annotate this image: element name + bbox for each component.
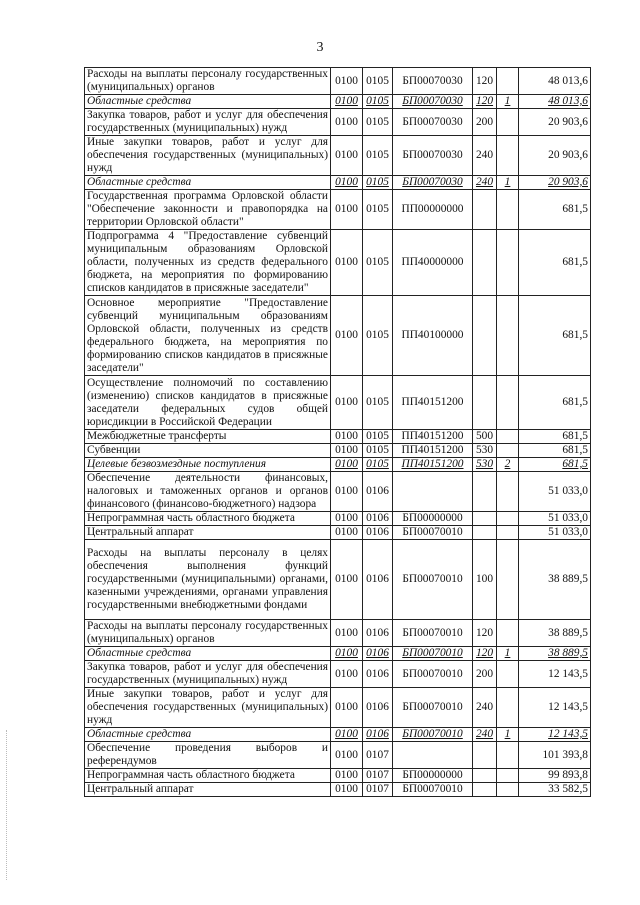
section-cell: 0100 — [331, 688, 363, 728]
section-cell: 0100 — [331, 376, 363, 430]
table-row — [85, 176, 591, 190]
row-name-cell: Закупка товаров, работ и услуг для обеспечения государственных (муниципальных) нужд — [85, 109, 331, 136]
target-code-cell: БП00070010 — [393, 688, 473, 728]
expense-type-cell: 240 — [473, 176, 497, 190]
section-cell: 0100 — [331, 95, 363, 109]
section-cell: 0100 — [331, 661, 363, 688]
row-name-cell: Центральный аппарат — [85, 526, 331, 540]
subsection-cell: 0107 — [363, 742, 393, 769]
subsection-cell: 0106 — [363, 620, 393, 647]
target-code-cell: ПП40100000 — [393, 296, 473, 376]
table-row — [85, 190, 591, 230]
target-code-cell: ПП40000000 — [393, 230, 473, 296]
target-code-cell: БП00070010 — [393, 647, 473, 661]
page-number: 3 — [316, 40, 324, 55]
table-row — [85, 688, 591, 728]
expense-type-cell: 120 — [473, 647, 497, 661]
table-row — [85, 230, 591, 296]
amount-cell: 681,5 — [519, 444, 591, 458]
amount-cell: 20 903,6 — [519, 176, 591, 190]
amount-cell: 20 903,6 — [519, 136, 591, 176]
subsection-cell: 0105 — [363, 68, 393, 95]
subsection-cell: 0105 — [363, 376, 393, 430]
section-cell: 0100 — [331, 620, 363, 647]
table-row — [85, 136, 591, 176]
subsection-cell: 0105 — [363, 136, 393, 176]
target-code-cell: БП00070030 — [393, 68, 473, 95]
amount-cell: 38 889,5 — [519, 620, 591, 647]
expense-type-cell — [473, 190, 497, 230]
target-code-cell: БП00070030 — [393, 176, 473, 190]
funding-source-cell — [497, 230, 519, 296]
section-cell: 0100 — [331, 136, 363, 176]
target-code-cell — [393, 742, 473, 769]
row-name-cell: Основное мероприятие "Предоставление субвенций муниципальным образованиям Орловской области, полученных из средств федерального бюджета, на мероприятия по формированию списков кандидатов в присяжные заседатели" — [85, 296, 331, 376]
expense-type-cell — [473, 512, 497, 526]
funding-source-cell — [497, 512, 519, 526]
funding-source-cell — [497, 430, 519, 444]
expense-type-cell: 100 — [473, 540, 497, 620]
section-cell: 0100 — [331, 430, 363, 444]
target-code-cell: БП00070030 — [393, 95, 473, 109]
subsection-cell: 0106 — [363, 728, 393, 742]
amount-cell: 12 143,5 — [519, 661, 591, 688]
row-name-cell: Субвенции — [85, 444, 331, 458]
amount-cell: 33 582,5 — [519, 783, 591, 797]
target-code-cell: БП00000000 — [393, 769, 473, 783]
funding-source-cell — [497, 688, 519, 728]
amount-cell: 681,5 — [519, 430, 591, 444]
section-cell: 0100 — [331, 190, 363, 230]
row-name-cell: Центральный аппарат — [85, 783, 331, 797]
table-row — [85, 512, 591, 526]
expense-type-cell: 120 — [473, 95, 497, 109]
funding-source-cell: 1 — [497, 728, 519, 742]
amount-cell: 681,5 — [519, 458, 591, 472]
amount-cell: 20 903,6 — [519, 109, 591, 136]
subsection-cell: 0106 — [363, 512, 393, 526]
table-row — [85, 769, 591, 783]
expense-type-cell: 120 — [473, 68, 497, 95]
section-cell: 0100 — [331, 472, 363, 512]
target-code-cell: БП00070010 — [393, 620, 473, 647]
funding-source-cell — [497, 109, 519, 136]
table-row — [85, 95, 591, 109]
amount-cell: 51 033,0 — [519, 512, 591, 526]
amount-cell: 681,5 — [519, 190, 591, 230]
subsection-cell: 0106 — [363, 688, 393, 728]
section-cell: 0100 — [331, 230, 363, 296]
section-cell: 0100 — [331, 526, 363, 540]
target-code-cell: БП00070030 — [393, 136, 473, 176]
expense-type-cell: 500 — [473, 430, 497, 444]
expense-type-cell — [473, 742, 497, 769]
section-cell: 0100 — [331, 647, 363, 661]
funding-source-cell — [497, 136, 519, 176]
target-code-cell — [393, 472, 473, 512]
row-name-cell: Областные средства — [85, 647, 331, 661]
budget-table — [84, 67, 591, 797]
row-name-cell: Межбюджетные трансферты — [85, 430, 331, 444]
section-cell: 0100 — [331, 458, 363, 472]
amount-cell: 681,5 — [519, 376, 591, 430]
expense-type-cell — [473, 376, 497, 430]
row-name-cell: Областные средства — [85, 728, 331, 742]
section-cell: 0100 — [331, 512, 363, 526]
funding-source-cell: 1 — [497, 647, 519, 661]
target-code-cell: БП00070010 — [393, 661, 473, 688]
target-code-cell: ПП40151200 — [393, 444, 473, 458]
section-cell: 0100 — [331, 109, 363, 136]
subsection-cell: 0105 — [363, 109, 393, 136]
funding-source-cell: 1 — [497, 176, 519, 190]
section-cell: 0100 — [331, 783, 363, 797]
row-name-cell: Обеспечение деятельности финансовых, налоговых и таможенных органов и органов финансового (финансово-бюджетного) надзора — [85, 472, 331, 512]
amount-cell: 99 893,8 — [519, 769, 591, 783]
expense-type-cell — [473, 769, 497, 783]
section-cell: 0100 — [331, 176, 363, 190]
table-row — [85, 458, 591, 472]
funding-source-cell — [497, 376, 519, 430]
row-name-cell: Расходы на выплаты персоналу государственных (муниципальных) органов — [85, 620, 331, 647]
expense-type-cell — [473, 296, 497, 376]
expense-type-cell — [473, 230, 497, 296]
amount-cell: 38 889,5 — [519, 540, 591, 620]
expense-type-cell: 240 — [473, 688, 497, 728]
amount-cell: 38 889,5 — [519, 647, 591, 661]
amount-cell: 51 033,0 — [519, 526, 591, 540]
subsection-cell: 0105 — [363, 458, 393, 472]
expense-type-cell: 120 — [473, 620, 497, 647]
row-name-cell: Иные закупки товаров, работ и услуг для обеспечения государственных (муниципальных) нужд — [85, 136, 331, 176]
table-row — [85, 783, 591, 797]
funding-source-cell — [497, 190, 519, 230]
funding-source-cell — [497, 661, 519, 688]
funding-source-cell — [497, 444, 519, 458]
row-name-cell: Расходы на выплаты персоналу в целях обеспечения выполнения функций государственными (муниципальными) органами, казенными учреждениями, органами управления государственными внебюджетными фондами — [85, 540, 331, 620]
section-cell: 0100 — [331, 769, 363, 783]
target-code-cell: ПП00000000 — [393, 190, 473, 230]
section-cell: 0100 — [331, 540, 363, 620]
section-cell: 0100 — [331, 728, 363, 742]
subsection-cell: 0107 — [363, 769, 393, 783]
subsection-cell: 0107 — [363, 783, 393, 797]
table-row — [85, 620, 591, 647]
expense-type-cell — [473, 783, 497, 797]
table-row — [85, 526, 591, 540]
subsection-cell: 0106 — [363, 647, 393, 661]
amount-cell: 51 033,0 — [519, 472, 591, 512]
expense-type-cell: 200 — [473, 661, 497, 688]
section-cell: 0100 — [331, 444, 363, 458]
funding-source-cell — [497, 526, 519, 540]
row-name-cell: Непрограммная часть областного бюджета — [85, 512, 331, 526]
funding-source-cell — [497, 783, 519, 797]
table-row — [85, 540, 591, 620]
expense-type-cell: 200 — [473, 109, 497, 136]
target-code-cell: БП00070010 — [393, 526, 473, 540]
target-code-cell: БП00070010 — [393, 728, 473, 742]
funding-source-cell — [497, 620, 519, 647]
table-row — [85, 647, 591, 661]
funding-source-cell — [497, 296, 519, 376]
amount-cell: 681,5 — [519, 230, 591, 296]
table-row — [85, 109, 591, 136]
row-name-cell: Целевые безвозмездные поступления — [85, 458, 331, 472]
subsection-cell: 0105 — [363, 230, 393, 296]
target-code-cell: ПП40151200 — [393, 376, 473, 430]
subsection-cell: 0106 — [363, 472, 393, 512]
table-row — [85, 444, 591, 458]
amount-cell: 12 143,5 — [519, 688, 591, 728]
subsection-cell: 0105 — [363, 176, 393, 190]
row-name-cell: Расходы на выплаты персоналу государственных (муниципальных) органов — [85, 68, 331, 95]
funding-source-cell: 2 — [497, 458, 519, 472]
funding-source-cell — [497, 68, 519, 95]
table-row — [85, 296, 591, 376]
target-code-cell: БП00070030 — [393, 109, 473, 136]
amount-cell: 101 393,8 — [519, 742, 591, 769]
target-code-cell: БП00000000 — [393, 512, 473, 526]
subsection-cell: 0106 — [363, 661, 393, 688]
section-cell: 0100 — [331, 68, 363, 95]
subsection-cell: 0106 — [363, 526, 393, 540]
funding-source-cell: 1 — [497, 95, 519, 109]
target-code-cell: ПП40151200 — [393, 430, 473, 444]
subsection-cell: 0106 — [363, 540, 393, 620]
row-name-cell: Обеспечение проведения выборов и референдумов — [85, 742, 331, 769]
expense-type-cell — [473, 526, 497, 540]
row-name-cell: Государственная программа Орловской области "Обеспечение законности и правопорядка на территории Орловской области" — [85, 190, 331, 230]
target-code-cell: БП00070010 — [393, 540, 473, 620]
row-name-cell: Областные средства — [85, 176, 331, 190]
subsection-cell: 0105 — [363, 430, 393, 444]
budget-rows — [85, 68, 591, 797]
subsection-cell: 0105 — [363, 296, 393, 376]
table-row — [85, 68, 591, 95]
subsection-cell: 0105 — [363, 95, 393, 109]
table-row — [85, 472, 591, 512]
expense-type-cell: 530 — [473, 458, 497, 472]
row-name-cell: Иные закупки товаров, работ и услуг для обеспечения государственных (муниципальных) нужд — [85, 688, 331, 728]
section-cell: 0100 — [331, 742, 363, 769]
subsection-cell: 0105 — [363, 444, 393, 458]
row-name-cell: Подпрограмма 4 "Предоставление субвенций муниципальным образованиям Орловской области, полученных из средств федерального бюджета, на мероприятия по формированию списков кандидатов в присяжные заседатели" — [85, 230, 331, 296]
amount-cell: 12 143,5 — [519, 728, 591, 742]
row-name-cell: Осуществление полномочий по составлению (изменению) списков кандидатов в присяжные заседатели федеральных судов общей юрисдикции в Российской Федерации — [85, 376, 331, 430]
amount-cell: 681,5 — [519, 296, 591, 376]
table-row — [85, 742, 591, 769]
target-code-cell: БП00070010 — [393, 783, 473, 797]
margin-marks — [6, 730, 9, 880]
expense-type-cell: 240 — [473, 728, 497, 742]
expense-type-cell — [473, 472, 497, 512]
funding-source-cell — [497, 769, 519, 783]
table-row — [85, 728, 591, 742]
row-name-cell: Закупка товаров, работ и услуг для обеспечения государственных (муниципальных) нужд — [85, 661, 331, 688]
expense-type-cell: 240 — [473, 136, 497, 176]
table-row — [85, 430, 591, 444]
expense-type-cell: 530 — [473, 444, 497, 458]
funding-source-cell — [497, 742, 519, 769]
target-code-cell: ПП40151200 — [393, 458, 473, 472]
row-name-cell: Непрограммная часть областного бюджета — [85, 769, 331, 783]
section-cell: 0100 — [331, 296, 363, 376]
table-row — [85, 376, 591, 430]
amount-cell: 48 013,6 — [519, 95, 591, 109]
amount-cell: 48 013,6 — [519, 68, 591, 95]
funding-source-cell — [497, 540, 519, 620]
table-row — [85, 661, 591, 688]
subsection-cell: 0105 — [363, 190, 393, 230]
row-name-cell: Областные средства — [85, 95, 331, 109]
funding-source-cell — [497, 472, 519, 512]
